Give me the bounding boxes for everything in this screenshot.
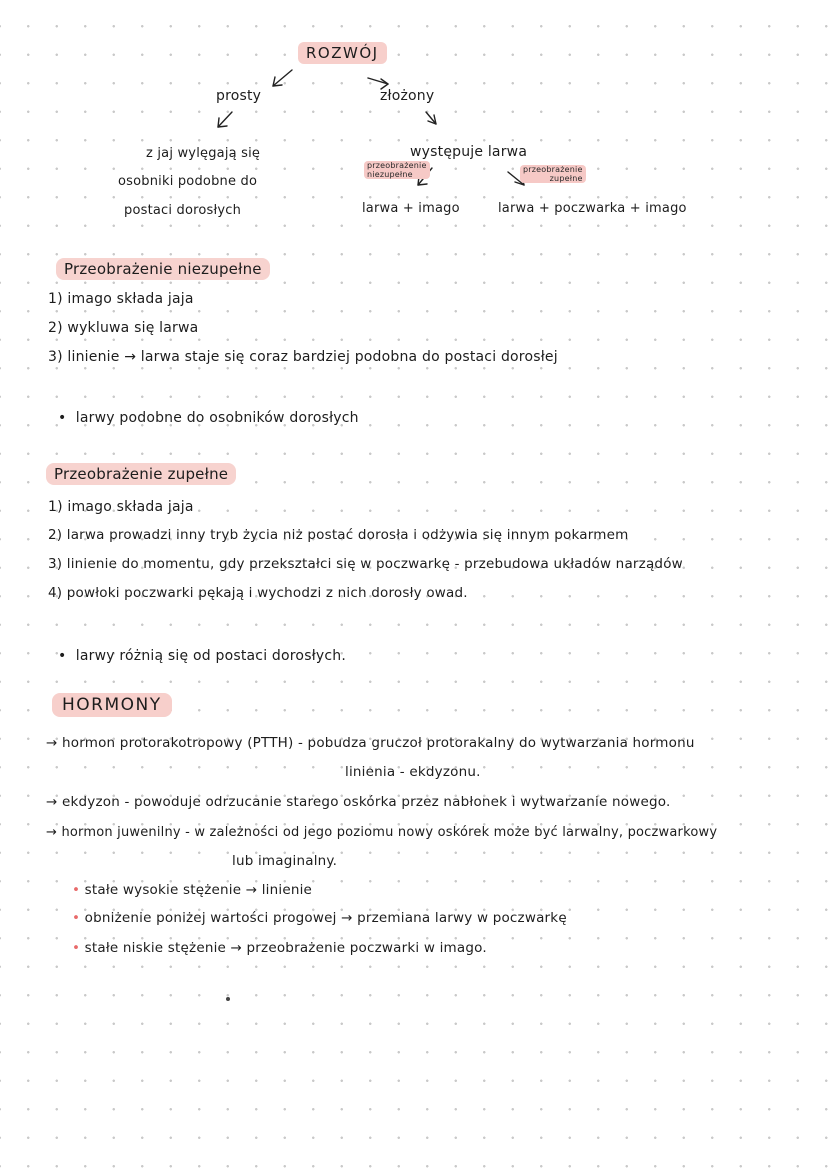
tree-right-branch: złożony (380, 88, 435, 104)
note-incomplete (364, 161, 430, 179)
hormone-ekdyzon-text: ekdyzon - powoduje odrzucanie starego oskórka przez nabłonek i wytwarzanie nowego. (62, 794, 671, 810)
hormone-bullet-1-text: stałe wysokie stężenie → linienie (84, 882, 313, 898)
incomplete-item-1: 1) imago składa jaja (48, 291, 194, 307)
arrow-bullet: → (46, 794, 63, 810)
hormone-juvenile-text: hormon juwenilny - w zależności od jego poziomu nowy oskórek może być larwalny, poczwarkowy (61, 825, 718, 840)
hormone-juvenile-cont: lub imaginalny. (232, 853, 338, 869)
right-desc: występuje larwa (410, 144, 528, 160)
hormones-heading (52, 695, 172, 715)
left-desc-line2: osobniki podobne do (118, 174, 258, 189)
incomplete-item-2: 2) wykluwa się larwa (48, 320, 199, 336)
hormone-bullet-1 (72, 882, 312, 898)
complete-heading (46, 465, 236, 483)
hormone-juvenile (46, 825, 717, 840)
note-incomplete-l1: przeobrażenie (367, 161, 427, 170)
incomplete-item-3: 3) linienie → larwa staje się coraz bardziej podobna do postaci dorosłej (48, 349, 558, 365)
complete-item-4: 4) powłoki poczwarki pękają i wychodzi z nich dorosły owad. (48, 585, 468, 601)
complete-bullet-text: larwy różnią się od postaci dorosłych. (75, 648, 346, 664)
bullet-dot: • (72, 882, 85, 898)
hormone-ptth-cont: linienia - ekdyzonu. (345, 764, 481, 780)
note-complete (520, 165, 586, 183)
hormone-bullet-3-text: stałe niskie stężenie → przeobrażenie poczwarki w imago. (84, 940, 487, 956)
incomplete-heading-text: Przeobrażenie niezupełne (56, 258, 270, 280)
incomplete-heading (56, 260, 270, 278)
hormone-ekdyzon (46, 794, 670, 810)
note-incomplete-l2: niezupełne (367, 170, 413, 179)
incomplete-bullet-text: larwy podobne do osobników dorosłych (75, 410, 359, 426)
complete-heading-text: Przeobrażenie zupełne (46, 463, 236, 485)
tree-root (298, 44, 387, 62)
hormone-ptth (46, 735, 695, 751)
bullet-dot: • (72, 910, 85, 926)
complete-item-3: 3) linienie do momentu, gdy przekształci się w poczwarkę - przebudowa układów narządów (48, 556, 683, 572)
left-desc-line1: z jaj wylęgają się (146, 146, 261, 161)
stage-incomplete: larwa + imago (362, 201, 460, 216)
left-desc-line3: postaci dorosłych (124, 203, 242, 218)
note-complete-l1: przeobrażenie (523, 165, 583, 174)
complete-bullet (58, 648, 346, 664)
hormone-bullet-2-text: obniżenie poniżej wartości progowej → przemiana larwy w poczwarkę (84, 910, 567, 926)
hormone-bullet-3 (72, 940, 487, 956)
tree-left-branch: prosty (216, 88, 262, 104)
root-label: ROZWÓJ (298, 42, 387, 64)
incomplete-bullet (58, 410, 359, 426)
note-complete-l2: zupełne (549, 174, 583, 183)
stage-complete: larwa + poczwarka + imago (498, 201, 687, 216)
stray-ink-dot (226, 997, 230, 1001)
hormones-heading-text: HORMONY (52, 693, 172, 717)
hormone-bullet-2 (72, 910, 567, 926)
bullet-dot: • (58, 410, 76, 426)
arrow-bullet: → (46, 735, 63, 751)
bullet-dot: • (72, 940, 85, 956)
arrow-prosty-down (218, 112, 232, 127)
arrow-root-prosty (273, 70, 292, 86)
hormone-ptth-text: hormon protorakotropowy (PTTH) - pobudza gruczoł protorakalny do wytwarzania hormonu (62, 735, 695, 751)
bullet-dot: • (58, 648, 76, 664)
arrow-bullet: → (46, 825, 62, 840)
complete-item-1: 1) imago składa jaja (48, 499, 194, 515)
complete-item-2: 2) larwa prowadzi inny tryb życia niż postać dorosła i odżywia się innym pokarmem (48, 527, 629, 543)
